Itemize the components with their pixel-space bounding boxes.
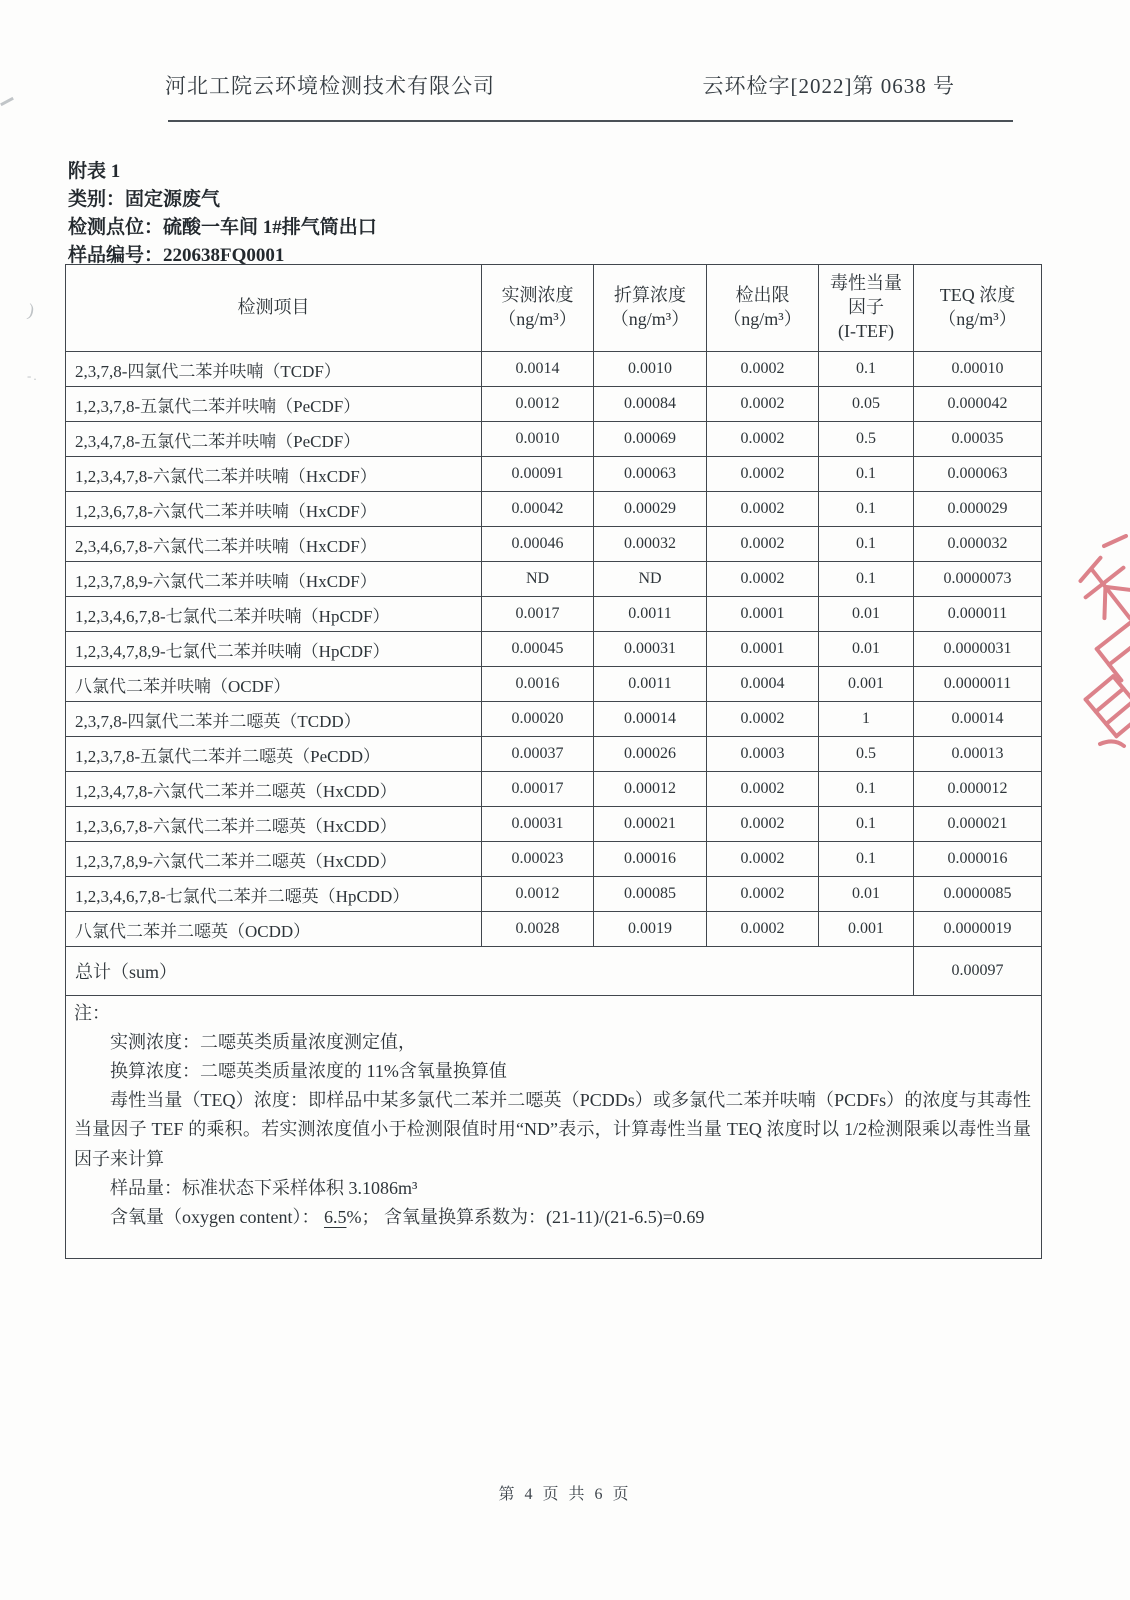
- total-teq-value: 0.00097: [914, 947, 1042, 996]
- value-cell: 0.01: [819, 597, 914, 632]
- value-cell: 0.1: [819, 457, 914, 492]
- value-cell: 0.0002: [707, 702, 819, 737]
- notes-title: 注：: [74, 1003, 110, 1023]
- value-cell: 0.05: [819, 387, 914, 422]
- table-row: [66, 737, 1042, 772]
- value-cell: 0.00085: [594, 877, 707, 912]
- table-row: [66, 457, 1042, 492]
- value-cell: 0.0002: [707, 492, 819, 527]
- value-cell: 0.001: [819, 667, 914, 702]
- value-cell: 0.0000019: [914, 912, 1042, 947]
- value-cell: 0.1: [819, 492, 914, 527]
- value-cell: 0.00084: [594, 387, 707, 422]
- value-cell: 0.00045: [482, 632, 594, 667]
- value-cell: 0.00035: [914, 422, 1042, 457]
- value-cell: 0.001: [819, 912, 914, 947]
- header-divider: [168, 120, 1013, 122]
- analyte-name: 1,2,3,7,8,9-六氯代二苯并呋喃（HxCDF）: [66, 562, 482, 597]
- analyte-name: 八氯代二苯并二噁英（OCDD）: [66, 912, 482, 947]
- analyte-name: 1,2,3,6,7,8-六氯代二苯并呋喃（HxCDF）: [66, 492, 482, 527]
- note-measured-def: 实测浓度：二噁英类质量浓度测定值，: [110, 1031, 416, 1052]
- sample-info-block: [68, 158, 377, 270]
- note-teq-def: 毒性当量（TEQ）浓度：即样品中某多氯代二苯并二噁英（PCDDs）或多氯代二苯并呋喃（PCDFs）的浓度与其毒性当量因子 TEF 的乘积。若实测浓度值小于检测限值时用“ND”表示，计算毒性当量 TEQ 浓度时以 1/2检测限乘以毒性当量因子来计算: [74, 1090, 1031, 1169]
- value-cell: 0.00042: [482, 492, 594, 527]
- document-number: 云环检字[2022]第 0638 号: [702, 74, 955, 98]
- value-cell: 0.0002: [707, 562, 819, 597]
- value-cell: 0.0012: [482, 877, 594, 912]
- table-row: [66, 422, 1042, 457]
- value-cell: 0.00031: [594, 632, 707, 667]
- notes-section: [66, 996, 1042, 1259]
- value-cell: 0.0000085: [914, 877, 1042, 912]
- value-cell: 0.1: [819, 562, 914, 597]
- value-cell: 0.00014: [594, 702, 707, 737]
- value-cell: 0.0011: [594, 597, 707, 632]
- table-row: [66, 772, 1042, 807]
- value-cell: 0.1: [819, 772, 914, 807]
- value-cell: 0.0017: [482, 597, 594, 632]
- value-cell: 0.0000011: [914, 667, 1042, 702]
- value-cell: 0.00032: [594, 527, 707, 562]
- analyte-name: 1,2,3,6,7,8-六氯代二苯并二噁英（HxCDD）: [66, 807, 482, 842]
- value-cell: 0.00016: [594, 842, 707, 877]
- value-cell: ND: [482, 562, 594, 597]
- value-cell: 0.0000031: [914, 632, 1042, 667]
- table-header-row: [66, 265, 1042, 352]
- table-row: [66, 842, 1042, 877]
- value-cell: 0.5: [819, 737, 914, 772]
- analyte-name: 2,3,4,6,7,8-六氯代二苯并呋喃（HxCDF）: [66, 527, 482, 562]
- table-row: [66, 492, 1042, 527]
- value-cell: 0.1: [819, 352, 914, 387]
- total-label: 总计（sum）: [66, 947, 914, 996]
- value-cell: 0.0019: [594, 912, 707, 947]
- value-cell: 0.00091: [482, 457, 594, 492]
- value-cell: 0.0001: [707, 597, 819, 632]
- value-cell: 0.0028: [482, 912, 594, 947]
- appendix-title: 附表 1: [68, 161, 121, 182]
- analyte-name: 2,3,7,8-四氯代二苯并呋喃（TCDF）: [66, 352, 482, 387]
- analyte-name: 2,3,7,8-四氯代二苯并二噁英（TCDD）: [66, 702, 482, 737]
- table-row: [66, 877, 1042, 912]
- value-cell: 0.0002: [707, 807, 819, 842]
- company-name: 河北工院云环境检测技术有限公司: [165, 74, 495, 98]
- results-tbody: [66, 352, 1042, 947]
- value-cell: 0.000029: [914, 492, 1042, 527]
- value-cell: 0.00020: [482, 702, 594, 737]
- analyte-name: 1,2,3,4,6,7,8-七氯代二苯并呋喃（HpCDF）: [66, 597, 482, 632]
- value-cell: 0.0002: [707, 772, 819, 807]
- value-cell: 0.00046: [482, 527, 594, 562]
- scan-artifact: -.: [27, 368, 39, 383]
- red-stamp-fragment: [1052, 534, 1130, 759]
- value-cell: 0.01: [819, 632, 914, 667]
- value-cell: 0.0012: [482, 387, 594, 422]
- value-cell: 0.0002: [707, 422, 819, 457]
- oxygen-suffix: %； 含氧量换算系数为：(21-11)/(21-6.5)=0.69: [346, 1206, 705, 1227]
- value-cell: 0.0010: [482, 422, 594, 457]
- table-row: [66, 702, 1042, 737]
- col-header-tef: 毒性当量 因子 (I-TEF): [819, 265, 914, 352]
- value-cell: 0.00010: [914, 352, 1042, 387]
- notes-row: [66, 996, 1042, 1259]
- table-row: [66, 597, 1042, 632]
- note-converted-def: 换算浓度：二噁英类质量浓度的 11%含氧量换算值: [110, 1061, 507, 1082]
- oxygen-prefix: 含氧量（oxygen content）：: [110, 1206, 324, 1227]
- table-row: [66, 562, 1042, 597]
- value-cell: 0.1: [819, 842, 914, 877]
- table-row: [66, 527, 1042, 562]
- value-cell: 0.00021: [594, 807, 707, 842]
- table-row: [66, 387, 1042, 422]
- value-cell: 1: [819, 702, 914, 737]
- scan-artifact: [0, 97, 14, 106]
- value-cell: 0.00037: [482, 737, 594, 772]
- analyte-name: 1,2,3,4,6,7,8-七氯代二苯并二噁英（HpCDD）: [66, 877, 482, 912]
- value-cell: 0.5: [819, 422, 914, 457]
- value-cell: 0.0003: [707, 737, 819, 772]
- value-cell: 0.1: [819, 527, 914, 562]
- col-header-teq: TEQ 浓度 （ng/m³）: [914, 265, 1042, 352]
- col-header-analyte: 检测项目: [66, 265, 482, 352]
- note-sample-volume: 样品量：标准状态下采样体积 3.1086m³: [110, 1177, 418, 1198]
- table-row: [66, 912, 1042, 947]
- value-cell: 0.00012: [594, 772, 707, 807]
- value-cell: 0.000021: [914, 807, 1042, 842]
- value-cell: 0.0002: [707, 352, 819, 387]
- table-row: [66, 667, 1042, 702]
- value-cell: 0.00026: [594, 737, 707, 772]
- scan-artifact: ): [26, 299, 37, 321]
- value-cell: 0.00029: [594, 492, 707, 527]
- value-cell: 0.000063: [914, 457, 1042, 492]
- analyte-name: 1,2,3,4,7,8-六氯代二苯并二噁英（HxCDD）: [66, 772, 482, 807]
- analyte-name: 八氯代二苯并呋喃（OCDF）: [66, 667, 482, 702]
- note-oxygen-content: [74, 1203, 1031, 1232]
- value-cell: ND: [594, 562, 707, 597]
- value-cell: 0.0000073: [914, 562, 1042, 597]
- sample-id: 样品编号：220638FQ0001: [68, 245, 285, 266]
- page-number: 第 4 页 共 6 页: [498, 1486, 632, 1503]
- value-cell: 0.00013: [914, 737, 1042, 772]
- analyte-name: 1,2,3,7,8-五氯代二苯并呋喃（PeCDF）: [66, 387, 482, 422]
- value-cell: 0.0004: [707, 667, 819, 702]
- analyte-name: 1,2,3,4,7,8-六氯代二苯并呋喃（HxCDF）: [66, 457, 482, 492]
- value-cell: 0.00031: [482, 807, 594, 842]
- table-row: [66, 807, 1042, 842]
- sampling-location: 检测点位：硫酸一车间 1#排气筒出口: [68, 217, 377, 238]
- value-cell: 0.00063: [594, 457, 707, 492]
- value-cell: 0.0002: [707, 457, 819, 492]
- page-header: [165, 70, 955, 100]
- analyte-name: 1,2,3,7,8-五氯代二苯并二噁英（PeCDD）: [66, 737, 482, 772]
- value-cell: 0.1: [819, 807, 914, 842]
- value-cell: 0.0014: [482, 352, 594, 387]
- value-cell: 0.00014: [914, 702, 1042, 737]
- analyte-name: 2,3,4,7,8-五氯代二苯并呋喃（PeCDF）: [66, 422, 482, 457]
- value-cell: 0.000011: [914, 597, 1042, 632]
- table-row: [66, 352, 1042, 387]
- analyte-name: 1,2,3,4,7,8,9-七氯代二苯并呋喃（HpCDF）: [66, 632, 482, 667]
- results-table: [65, 264, 1042, 1259]
- value-cell: 0.000016: [914, 842, 1042, 877]
- value-cell: 0.00069: [594, 422, 707, 457]
- value-cell: 0.00023: [482, 842, 594, 877]
- value-cell: 0.0002: [707, 842, 819, 877]
- value-cell: 0.0002: [707, 387, 819, 422]
- value-cell: 0.000042: [914, 387, 1042, 422]
- value-cell: 0.0016: [482, 667, 594, 702]
- col-header-measured: 实测浓度 （ng/m³）: [482, 265, 594, 352]
- value-cell: 0.01: [819, 877, 914, 912]
- value-cell: 0.0011: [594, 667, 707, 702]
- total-row: [66, 947, 1042, 996]
- value-cell: 0.00017: [482, 772, 594, 807]
- value-cell: 0.0002: [707, 527, 819, 562]
- value-cell: 0.0001: [707, 632, 819, 667]
- col-header-converted: 折算浓度 （ng/m³）: [594, 265, 707, 352]
- col-header-detection-limit: 检出限 （ng/m³）: [707, 265, 819, 352]
- value-cell: 0.000032: [914, 527, 1042, 562]
- oxygen-value: 6.5: [323, 1206, 347, 1227]
- table-row: [66, 632, 1042, 667]
- sample-category: 类别：固定源废气: [68, 189, 221, 210]
- value-cell: 0.000012: [914, 772, 1042, 807]
- value-cell: 0.0002: [707, 877, 819, 912]
- analyte-name: 1,2,3,7,8,9-六氯代二苯并二噁英（HxCDD）: [66, 842, 482, 877]
- value-cell: 0.0002: [707, 912, 819, 947]
- value-cell: 0.0010: [594, 352, 707, 387]
